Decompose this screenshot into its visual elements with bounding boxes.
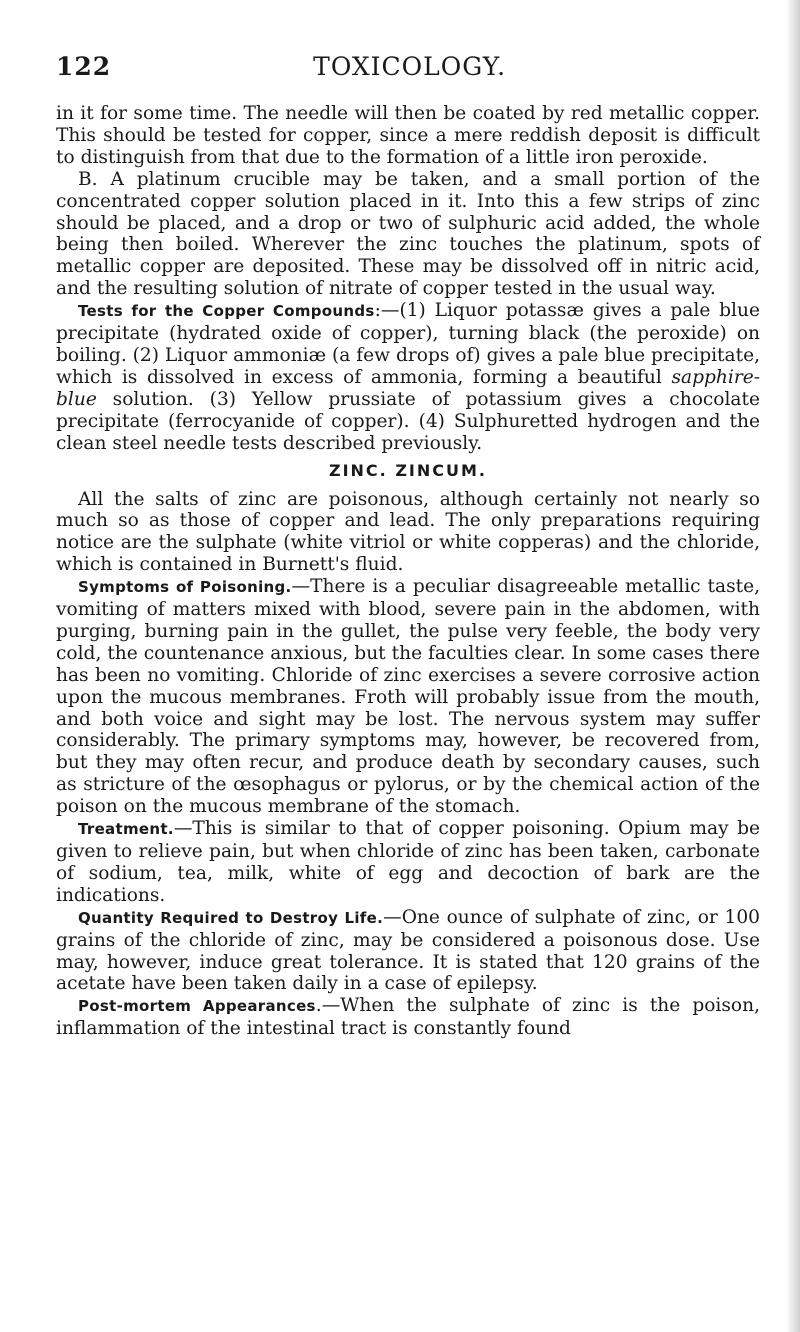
paragraph-treatment [56,818,760,907]
paragraph-platinum-crucible: B. A platinum crucible may be taken, and a small portion of the concentrated copper solution placed in it. Into this a few strips of zinc should be placed, and a drop or two of sulphuric acid added, the whole being then boiled. Wherever the zinc touches the platinum, spots of metallic copper are deposited. These may be dissolved off in nitric acid, and the resulting solution of nitrate of copper tested in the usual way. [56,168,760,300]
post-mortem-text: .—When the sulphate of zinc is the poison, inflammation of the intestinal tract is constantly found [56,995,760,1040]
paragraph-quantity [56,907,760,996]
copper-tests-emphasis: sapphire-blue [56,366,760,410]
paragraph-copper-tests [56,300,760,454]
paragraph-needle-test: in it for some time. The needle will then be coated by red metallic copper. This should be tested for copper, since a mere reddish deposit is difficult to distinguish from that due to the formation of a little iron peroxide. [56,103,760,168]
symptoms-text: —There is a peculiar disagreeable metallic taste, vomiting of matters mixed with blood, severe pain in the abdomen, with purging, burning pain in the gullet, the pulse very feeble, the body very cold, the countenance anxious, but the faculties clear. In some cases there has been no vomiting. Chloride of zinc exercises a severe corrosive action upon the mucous membranes. Froth will probably issue from the mouth, and both voice and sight may be lost. The nervous system may suffer considerably. The primary symptoms may, however, be recovered from, but they may often recur, and produce death by secondary causes, such as stricture of the œsophagus or pylorus, or by the chemical action of the poison on the mucous membrane of the stomach. [56,576,760,818]
run-head-post-mortem: Post-mortem Appearances [78,997,316,1016]
run-head-copper-tests: Tests for the Copper Compounds [78,302,375,321]
run-head-symptoms: Symptoms of Poisoning. [78,578,292,597]
running-title: TOXICOLOGY. [313,52,507,81]
page-edge-shadow [786,0,800,1332]
run-head-treatment: Treatment. [78,820,174,839]
paragraph-post-mortem [56,995,760,1040]
copper-tests-text-a: :—(1) Liquor potassæ gives a pale blue precipitate (hydrated oxide of copper), turning black (the peroxide) on boiling. (2) Liquor ammoniæ (a few drops of) gives a pale blue precipitate, which is dissolved in excess of ammonia, forming a beautiful [56,300,760,388]
quantity-text: —One ounce of sulphate of zinc, or 100 grains of the chloride of zinc, may be considered a poisonous dose. Use may, however, induce great tolerance. It is stated that 120 grains of the acetate have been taken daily in a case of epilepsy. [56,906,761,995]
copper-tests-text-b: solution. (3) Yellow prussiate of potassium gives a chocolate precipitate (ferrocyanide of copper). (4) Sulphuretted hydrogen and the clean steel needle tests described previously. [56,388,760,454]
page-header [56,52,748,81]
paragraph-symptoms [56,576,760,818]
section-title-zinc: ZINC. ZINCUM. [328,460,487,480]
page-number: 122 [56,52,112,81]
paragraph-zinc-intro: All the salts of zinc are poisonous, although certainly not nearly so much so as those of copper and lead. The only preparations requiring notice are the sulphate (white vitriol or white copperas) and the chloride, which is contained in Burnett's fluid. [56,488,760,576]
run-head-quantity: Quantity Required to Destroy Life. [78,908,384,927]
treatment-text: —This is similar to that of copper poisoning. Opium may be given to relieve pain, but when chloride of zinc has been taken, carbonate of sodium, tea, milk, white of egg and decoction of bark are the indications. [56,818,760,906]
